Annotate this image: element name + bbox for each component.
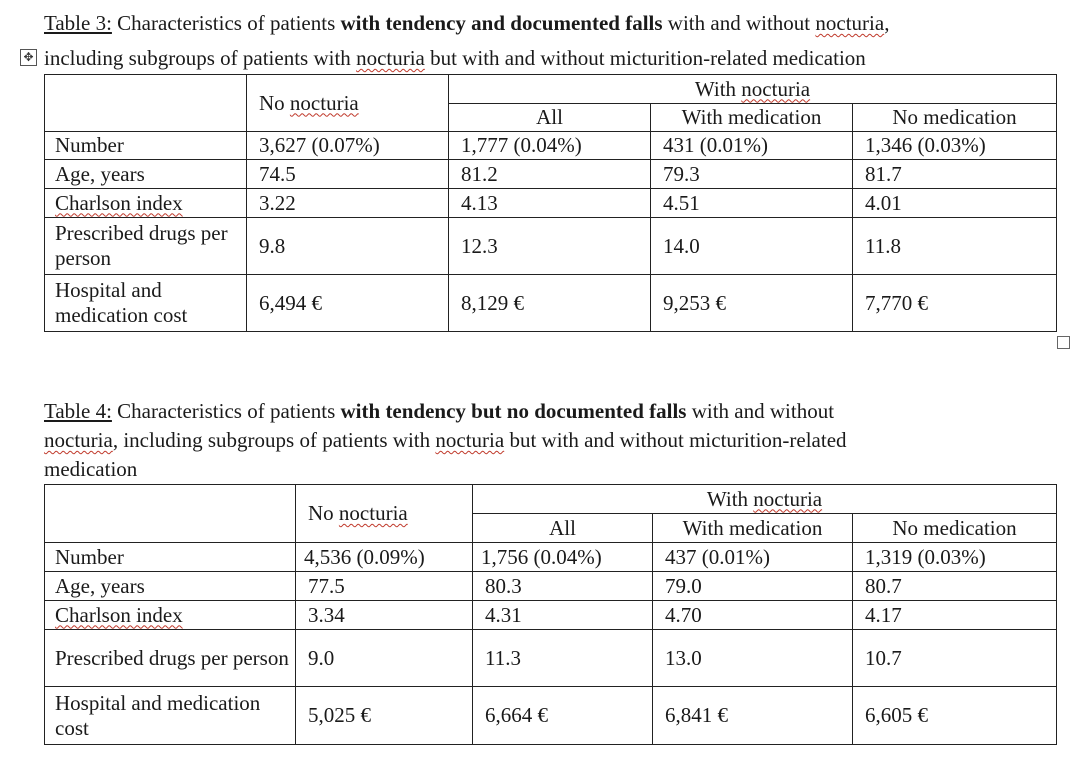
cell: 9,253 € [651, 275, 853, 332]
table3-caption [44, 10, 889, 37]
table-row [45, 601, 1057, 630]
cell: 79.0 [653, 572, 853, 601]
cell: 11.8 [853, 218, 1057, 275]
table3-caption-text: nocturia [815, 11, 885, 35]
cell: 1,777 (0.04%) [449, 132, 651, 160]
table3-header-with-medication: With medication [651, 104, 853, 132]
cell: 431 (0.01%) [651, 132, 853, 160]
cell: 6,605 € [853, 687, 1057, 745]
cell: 81.7 [853, 160, 1057, 189]
cell: 5,025 € [296, 687, 473, 745]
table3-caption-text: including subgroups of patients with [44, 46, 357, 70]
table3-header-no-medication: No medication [853, 104, 1057, 132]
cell: 4.01 [853, 189, 1057, 218]
table3-caption-text: , [884, 11, 890, 35]
table3-header-with-nocturia: With nocturia [449, 75, 1057, 104]
cell: 77.5 [296, 572, 473, 601]
table3-caption-line2 [44, 45, 866, 72]
table4-caption-text: Characteristics of patients [111, 399, 341, 423]
cell: 80.7 [853, 572, 1057, 601]
table3-caption-text: nocturia [356, 46, 425, 70]
cell: 437 (0.01%) [653, 543, 853, 572]
cell: 79.3 [651, 160, 853, 189]
cell: 4,536 (0.09%) [296, 543, 473, 572]
row-label: Charlson index [45, 189, 247, 218]
table4-caption-text: nocturia [44, 428, 113, 452]
cell: 10.7 [853, 630, 1057, 687]
table3-caption-text: Characteristics of patients [111, 11, 341, 35]
cell: 1,346 (0.03%) [853, 132, 1057, 160]
cell: 9.0 [296, 630, 473, 687]
table-row [45, 687, 1057, 745]
table-resize-handle-icon[interactable] [1057, 336, 1070, 349]
table3 [44, 74, 1057, 332]
table3-header-row [45, 75, 1057, 104]
cell: 80.3 [473, 572, 653, 601]
table3-header-all: All [449, 104, 651, 132]
cell: 11.3 [473, 630, 653, 687]
row-label: Number [45, 543, 296, 572]
table-row [45, 543, 1057, 572]
cell: 12.3 [449, 218, 651, 275]
cell: 81.2 [449, 160, 651, 189]
cell: 1,319 (0.03%) [853, 543, 1057, 572]
table-row [45, 572, 1057, 601]
cell: 14.0 [651, 218, 853, 275]
table4-caption-text: but with and without micturition-related [504, 428, 847, 452]
table4-header-row [45, 485, 1057, 514]
cell: 1,756 (0.04%) [473, 543, 653, 572]
table3-caption-text: with and without [662, 11, 816, 35]
table4-caption [44, 398, 834, 425]
row-label: Number [45, 132, 247, 160]
cell: 4.17 [853, 601, 1057, 630]
cell: 4.70 [653, 601, 853, 630]
cell: 6,494 € [247, 275, 449, 332]
cell: 13.0 [653, 630, 853, 687]
table4-caption-bold: with tendency but no documented falls [340, 399, 687, 423]
cell: 4.31 [473, 601, 653, 630]
row-label: Hospital and medication cost [45, 687, 296, 745]
table4-caption-text: , including subgroups of patients with [112, 428, 436, 452]
cell: 7,770 € [853, 275, 1057, 332]
table-row [45, 630, 1057, 687]
cell: 6,841 € [653, 687, 853, 745]
cell: 9.8 [247, 218, 449, 275]
table4-caption-text: nocturia [435, 428, 505, 452]
table4-header-with-nocturia: With nocturia [473, 485, 1057, 514]
table4-corner-cell [45, 485, 296, 543]
table3-caption-text: but with and without micturition-related medication [424, 46, 866, 70]
table-row [45, 189, 1057, 218]
row-label: Age, years [45, 572, 296, 601]
cell: 6,664 € [473, 687, 653, 745]
table-row [45, 218, 1057, 275]
table4-caption-text: with and without [686, 399, 835, 423]
row-label: Hospital and medication cost [45, 275, 247, 332]
table3-header-no-nocturia: No nocturia [247, 75, 449, 132]
cell: 74.5 [247, 160, 449, 189]
table-row [45, 160, 1057, 189]
cell: 4.13 [449, 189, 651, 218]
table4-caption-line3 [44, 456, 137, 483]
table3-caption-label: Table 3: [44, 11, 112, 35]
cell: 3,627 (0.07%) [247, 132, 449, 160]
cell: 8,129 € [449, 275, 651, 332]
table4-header-no-nocturia: No nocturia [296, 485, 473, 543]
table-move-handle-icon[interactable]: ✥ [20, 49, 37, 66]
table4-caption-text: medication [44, 457, 138, 481]
cell: 4.51 [651, 189, 853, 218]
table4-header-all: All [473, 514, 653, 543]
table4 [44, 484, 1057, 745]
table4-caption-label: Table 4: [44, 399, 112, 423]
cell: 3.22 [247, 189, 449, 218]
table-row [45, 275, 1057, 332]
table3-corner-cell [45, 75, 247, 132]
table3-caption-bold: with tendency and documented falls [340, 11, 663, 35]
table-row [45, 132, 1057, 160]
cell: 3.34 [296, 601, 473, 630]
row-label: Age, years [45, 160, 247, 189]
row-label: Prescribed drugs per person [45, 218, 247, 275]
table4-caption-line2 [44, 427, 847, 454]
table4-header-no-medication: No medication [853, 514, 1057, 543]
row-label: Prescribed drugs per person [45, 630, 296, 687]
row-label: Charlson index [45, 601, 296, 630]
table4-header-with-medication: With medication [653, 514, 853, 543]
